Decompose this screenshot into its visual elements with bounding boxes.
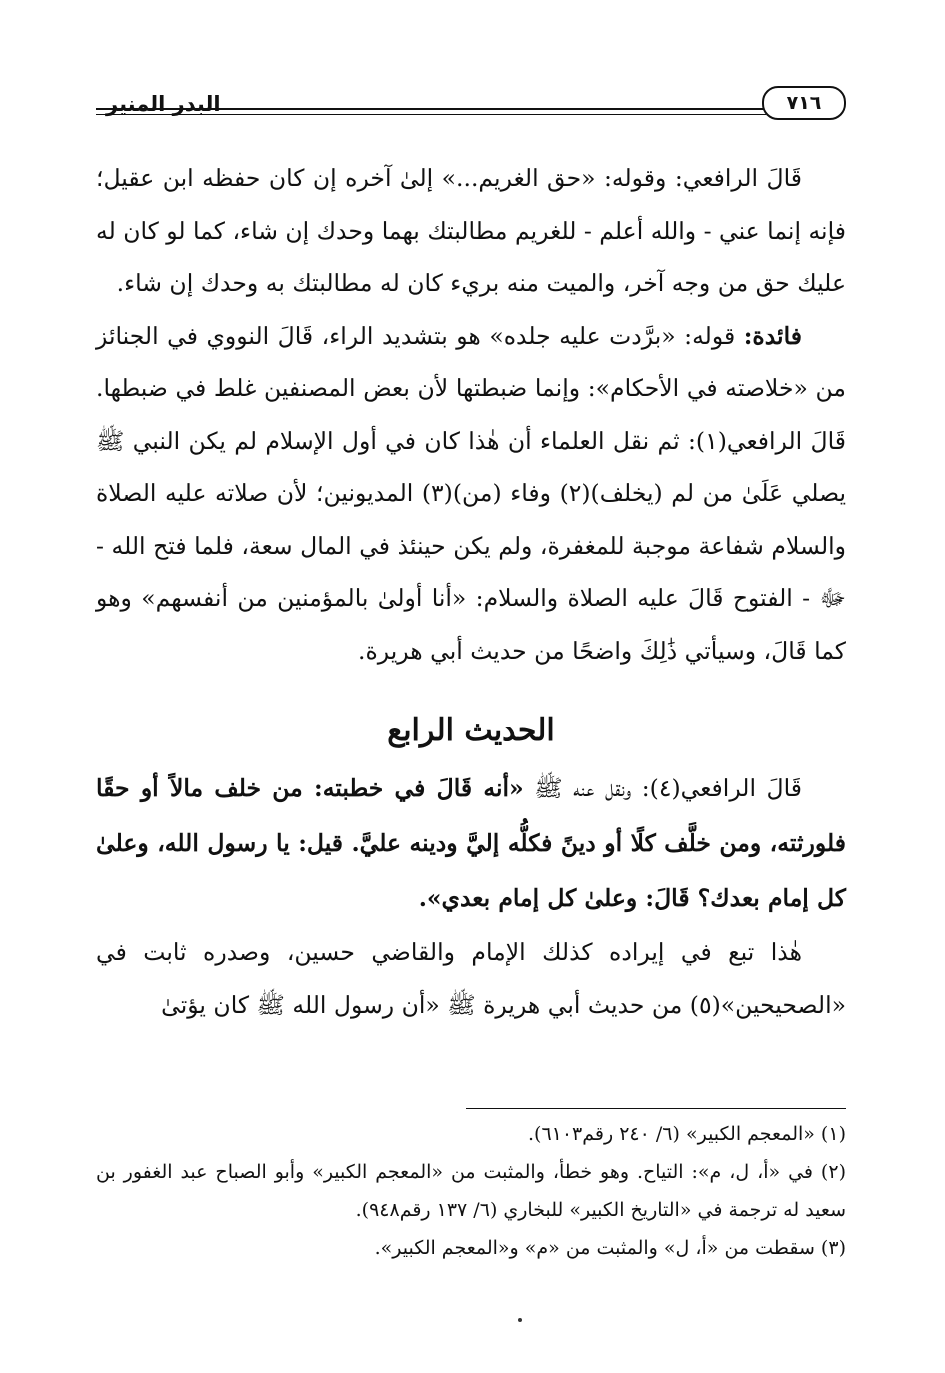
paragraph-2-text: قوله: «برَّدت عليه جلده» هو بتشديد الراء، قَالَ النووي في الجنائز من «خلاصته في الأحكام»: وإنما ضبطتها لأن بعض المصنفين غلط في ضبطها. قَالَ الرافعي(١): ثم نقل العلماء أن هٰذا كان في أول الإسلام لم يكن النبي ﷺ يصلي عَلَىٰ من لم (يخلف)(٢) وفاء (من)(٣) المديونين؛ لأن صلاته عليه الصلاة والسلام شفاعة موجبة للمغفرة، ولم يكن حينئذ في المال سعة، فلما فتح الله - ﷻ - الفتوح قَالَ عليه الصلاة والسلام: «أنا أولىٰ بالمؤمنين من أنفسهم» وهو كما قَالَ، وسيأتي ذَٰلِكَ واضحًا من حديث أبي هريرة.	[96, 321, 846, 665]
page-header	[96, 84, 846, 128]
footnote-1: (١) «المعجم الكبير» (٦/ ٢٤٠ رقم٦١٠٣).	[527, 1123, 846, 1145]
paragraph-4: هٰذا تبع في إيراده كذلك الإمام والقاضي حسين، وصدره ثابت في «الصحيحين»(٥) من حديث أبي هريرة ﷺ «أن رسول الله ﷺ كان يؤتىٰ	[96, 938, 846, 1019]
scan-speck	[518, 1318, 522, 1322]
footnote-3: (٣) سقطت من «أ، ل» والمثبت من «م» و«المعجم الكبير».	[374, 1237, 846, 1259]
section-title: الحديث الرابع	[387, 713, 555, 748]
paragraph-3	[96, 761, 846, 926]
footnote-separator	[466, 1108, 846, 1109]
paragraph-1: قَالَ الرافعي: وقوله: «حق الغريم...» إلىٰ آخره إن كان حفظه ابن عقيل؛ فإنه إنما عني - والله أعلم - للغريم مطالبتك بهما وحدك إن شاء، كما لو كان له عليك حق من وجه آخر، والميت منه بريء كان له مطالبتك به وحدك إن شاء.	[95, 164, 846, 297]
footnotes	[96, 1108, 846, 1267]
book-title: البدر المنير	[106, 92, 221, 116]
paragraph-2	[96, 310, 846, 678]
main-text	[96, 152, 846, 1031]
hadith-text: «أنه قَالَ في خطبته: من خلف مالاً أو حقًا فلورثته، ومن خلَّف كلًا أو دينً فكلُّه إليَّ ودينه عليَّ. قيل: يا رسول الله، وعلىٰ كل إمام بعدك؟ قَالَ: وعلىٰ كل إمام بعدي».	[96, 774, 846, 912]
benefit-label: فائدة:	[743, 321, 802, 350]
footnote-2: (٢) في «أ، ل، م»: التياح. وهو خطأ، والمثبت من «المعجم الكبير» وأبو الصباح عبد الغفور بن سعيد له ترجمة في «التاريخ الكبير» للبخاري (٦/ ١٣٧ رقم٩٤٨).	[96, 1161, 846, 1221]
paragraph-3-intro: قَالَ الرافعي(٤): ونقل عنه ﷺ	[523, 774, 802, 802]
page-number: ٧١٦	[762, 86, 846, 120]
